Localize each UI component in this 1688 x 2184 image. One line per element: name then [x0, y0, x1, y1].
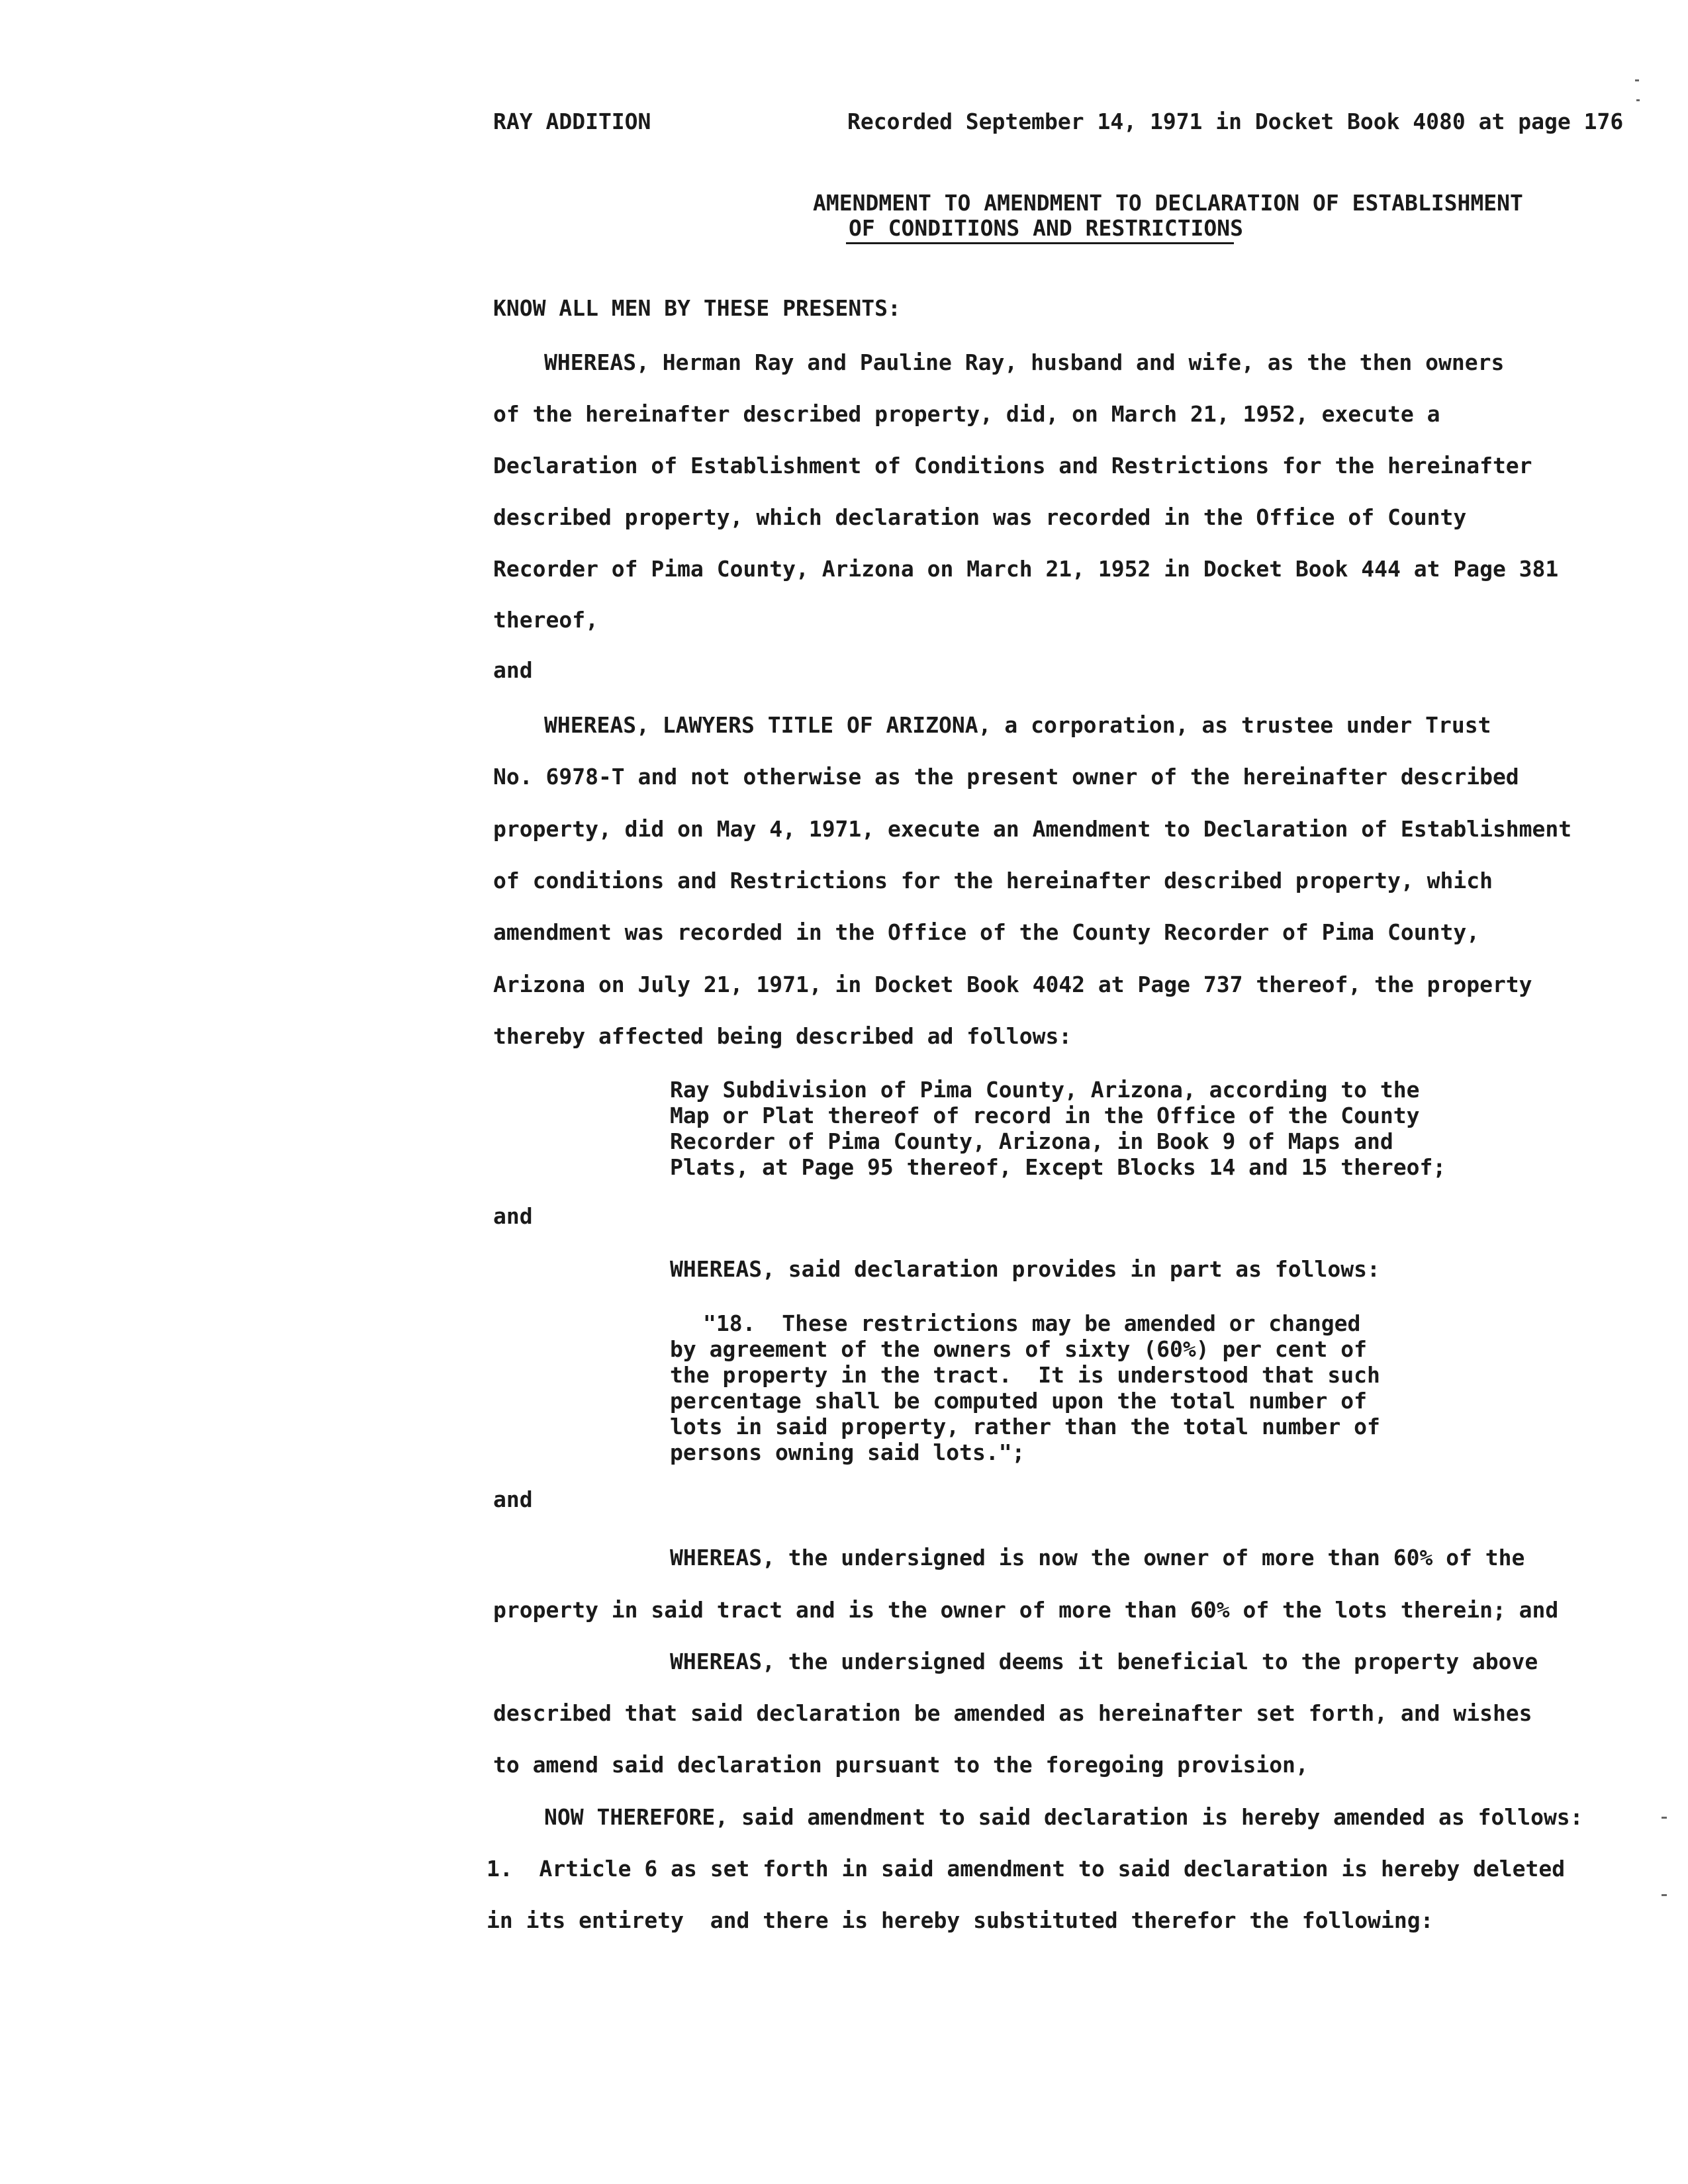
salutation: KNOW ALL MEN BY THESE PRESENTS:	[493, 295, 901, 321]
header-recording-info: Recorded September 14, 1971 in Docket Book 4080 at page 176	[847, 109, 1624, 134]
para2-line-6: Arizona on July 21, 1971, in Docket Book 4042 at Page 737 thereof, the property	[493, 972, 1532, 997]
header-left: RAY ADDITION	[493, 109, 651, 134]
quote-line-3: the property in the tract. It is understood that such	[670, 1362, 1380, 1388]
para1-line-2: of the hereinafter described property, did, on March 21, 1952, execute a	[493, 401, 1440, 427]
item-1-line-1: 1. Article 6 as set forth in said amendment to said declaration is hereby deleted	[487, 1856, 1566, 1882]
legal-description-line-4: Plats, at Page 95 thereof, Except Blocks 14 and 15 thereof;	[670, 1154, 1446, 1180]
quote-line-4: percentage shall be computed upon the total number of	[670, 1388, 1367, 1414]
quote-line-6: persons owning said lots.";	[670, 1439, 1025, 1465]
para1-line-3: Declaration of Establishment of Conditions and Restrictions for the hereinafter	[493, 453, 1532, 478]
legal-description-line-1: Ray Subdivision of Pima County, Arizona, according to the	[670, 1077, 1420, 1103]
para3-line-2: property in said tract and is the owner of more than 60% of the lots therein; and	[493, 1597, 1559, 1623]
para1-line-1: WHEREAS, Herman Ray and Pauline Ray, husband and wife, as the then owners	[544, 349, 1505, 375]
whereas-provides: WHEREAS, said declaration provides in part as follows:	[670, 1256, 1380, 1282]
para1-line-4: described property, which declaration was recorded in the Office of County	[493, 504, 1467, 530]
scan-mark	[1635, 79, 1639, 81]
legal-description-line-3: Recorder of Pima County, Arizona, in Book 9 of Maps and	[670, 1128, 1393, 1154]
para3-line-1: WHEREAS, the undersigned is now the owner of more than 60% of the	[670, 1545, 1525, 1570]
quote-line-2: by agreement of the owners of sixty (60%) per cent of	[670, 1336, 1367, 1362]
scan-mark	[1636, 99, 1640, 101]
para2-line-7: thereby affected being described ad follows:	[493, 1023, 1072, 1049]
para2-line-4: of conditions and Restrictions for the hereinafter described property, which	[493, 868, 1493, 893]
scan-mark	[1662, 1817, 1667, 1819]
quote-line-5: lots in said property, rather than the total number of	[670, 1414, 1380, 1439]
para2-line-2: No. 6978-T and not otherwise as the present owner of the hereinafter described	[493, 764, 1519, 790]
scan-mark	[1662, 1894, 1667, 1896]
and-2: and	[493, 1203, 533, 1229]
document-title-line-2: OF CONDITIONS AND RESTRICTIONS	[849, 215, 1244, 241]
para2-line-5: amendment was recorded in the Office of the County Recorder of Pima County,	[493, 919, 1480, 945]
para2-line-3: property, did on May 4, 1971, execute an Amendment to Declaration of Establishment	[493, 816, 1572, 842]
para2-line-1: WHEREAS, LAWYERS TITLE OF ARIZONA, a corporation, as trustee under Trust	[544, 712, 1491, 738]
and-1: and	[493, 657, 533, 683]
para4-line-3: to amend said declaration pursuant to the foregoing provision,	[493, 1752, 1309, 1778]
legal-description-line-2: Map or Plat thereof of record in the Office of the County	[670, 1103, 1420, 1128]
document-title-line-1: AMENDMENT TO AMENDMENT TO DECLARATION OF ESTABLISHMENT	[813, 190, 1523, 216]
para1-line-5: Recorder of Pima County, Arizona on March 21, 1952 in Docket Book 444 at Page 381	[493, 556, 1559, 582]
now-therefore: NOW THEREFORE, said amendment to said declaration is hereby amended as follows:	[544, 1804, 1583, 1830]
title-underline	[846, 242, 1234, 244]
quote-line-1: "18. These restrictions may be amended or changed	[703, 1310, 1361, 1336]
and-3: and	[493, 1486, 533, 1512]
para4-line-2: described that said declaration be amended as hereinafter set forth, and wishes	[493, 1700, 1532, 1726]
item-1-line-2: in its entirety and there is hereby substituted therefor the following:	[487, 1907, 1434, 1933]
para1-line-6: thereof,	[493, 607, 598, 633]
para4-line-1: WHEREAS, the undersigned deems it beneficial to the property above	[670, 1649, 1538, 1674]
